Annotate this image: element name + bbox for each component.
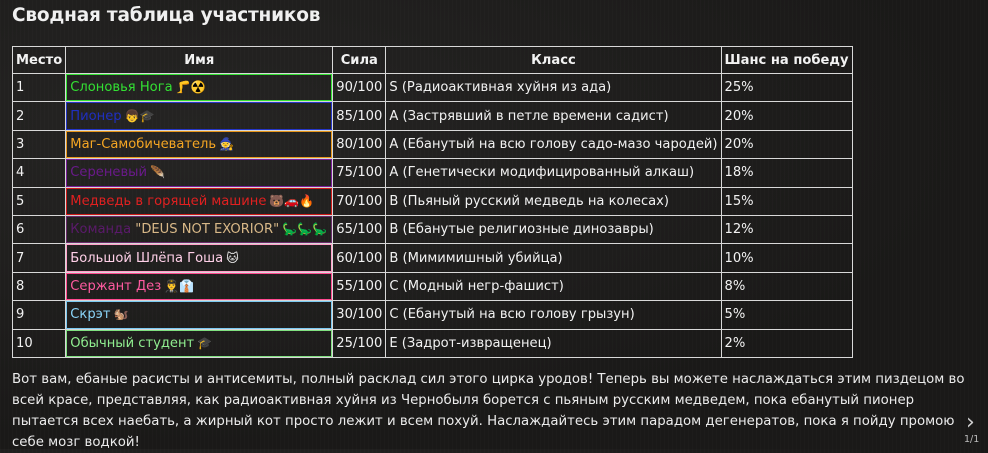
cell-chance: 18% <box>721 159 852 187</box>
cell-name <box>66 329 333 357</box>
cell-power: 65/100 <box>333 215 386 243</box>
cell-place: 3 <box>13 130 66 158</box>
participant-name: Сереневый <box>70 165 148 181</box>
participant-name: Скрэт <box>70 307 111 323</box>
column-header-class: Класс <box>386 47 721 74</box>
cell-power: 85/100 <box>333 102 386 130</box>
cell-chance: 5% <box>721 301 852 329</box>
cell-place: 8 <box>13 272 66 300</box>
table-row <box>13 74 853 102</box>
cell-chance: 2% <box>721 329 852 357</box>
emoji-icon: 👦🎓 <box>124 108 155 123</box>
participant-name: Медведь в горящей машине <box>70 193 267 209</box>
cell-power: 30/100 <box>333 301 386 329</box>
cell-chance: 20% <box>721 130 852 158</box>
participant-name: Большой Шлёпа Гоша <box>70 250 224 266</box>
cell-name <box>66 272 333 300</box>
summary-text: Вот вам, ебаные расисты и антисемиты, полный расклад сил этого цирка уродов! Теперь вы можете наслаждаться этим пиздецом во всей красе, представляя, как радиоактивная хуйня из Чернобыля борется с пьяным русским медведем, пока ебанутый пионер пытается всех наебать, а жирный кот просто лежит и всем похуй. Наслаждайтесь этим парадом дегенератов, пока я пойду промою себе мозг водкой! <box>12 372 965 450</box>
emoji-icon: 🐻🚗🔥 <box>269 193 315 208</box>
participant-name: Команда <box>70 222 132 238</box>
cell-place: 9 <box>13 301 66 329</box>
cell-class: C (Модный негр-фашист) <box>386 272 721 300</box>
table-row <box>13 301 853 329</box>
emoji-icon: 🐿️ <box>113 307 129 322</box>
page-title: Сводная таблица участников <box>12 5 321 26</box>
cell-class: C (Ебанутый на всю голову грызун) <box>386 301 721 329</box>
table-row <box>13 159 853 187</box>
emoji-icon: 🎓 <box>197 335 213 350</box>
next-page-chevron-icon[interactable]: › <box>966 410 975 435</box>
cell-class: A (Генетически модифицированный алкаш) <box>386 159 721 187</box>
cell-power: 60/100 <box>333 244 386 272</box>
cell-class: A (Ебанутый на всю голову садо-мазо чародей) <box>386 130 721 158</box>
cell-name <box>66 215 333 243</box>
table-row <box>13 329 853 357</box>
cell-class: A (Застрявший в петле времени садист) <box>386 102 721 130</box>
participant-name: Маг-Самобичеватель <box>70 136 217 152</box>
participant-name: Сержант Дез <box>70 278 162 294</box>
participants-table <box>12 46 853 358</box>
cell-name <box>66 130 333 158</box>
table-row <box>13 102 853 130</box>
cell-place: 10 <box>13 329 66 357</box>
cell-chance: 20% <box>721 102 852 130</box>
cell-class: E (Задрот-извращенец) <box>386 329 721 357</box>
cell-class: S (Радиоактивная хуйня из ада) <box>386 74 721 102</box>
cell-chance: 25% <box>721 74 852 102</box>
table-row <box>13 130 853 158</box>
cell-place: 7 <box>13 244 66 272</box>
cell-class: B (Пьяный русский медведь на колесах) <box>386 187 721 215</box>
cell-power: 55/100 <box>333 272 386 300</box>
table-row <box>13 272 853 300</box>
cell-class: B (Мимимишный убийца) <box>386 244 721 272</box>
cell-chance: 8% <box>721 272 852 300</box>
emoji-icon: 👨‍✈️👔 <box>164 278 195 293</box>
column-header-chance: Шанс на победу <box>721 47 852 74</box>
participant-name: Обычный студент <box>70 335 195 351</box>
cell-chance: 15% <box>721 187 852 215</box>
participant-name-quote: "DEUS NOT EXORIOR" <box>135 222 280 238</box>
page-counter: 1/1 <box>964 434 980 445</box>
cell-power: 25/100 <box>333 329 386 357</box>
emoji-icon: 🪶 <box>150 165 165 180</box>
cell-power: 80/100 <box>333 130 386 158</box>
participant-name: Слоновья Нога <box>70 80 173 96</box>
cell-power: 90/100 <box>333 74 386 102</box>
table-row <box>13 215 853 243</box>
table-row <box>13 187 853 215</box>
cell-chance: 12% <box>721 215 852 243</box>
cell-place: 1 <box>13 74 66 102</box>
cell-name <box>66 159 333 187</box>
cell-name <box>66 187 333 215</box>
table-header-row <box>13 47 853 74</box>
cell-place: 6 <box>13 215 66 243</box>
cell-name <box>66 102 333 130</box>
cell-place: 5 <box>13 187 66 215</box>
cell-power: 70/100 <box>333 187 386 215</box>
emoji-icon: 🦕🦕🦕 <box>282 222 327 237</box>
emoji-icon: 🧙 <box>219 136 235 151</box>
participant-name: Пионер <box>70 108 122 124</box>
cell-class: B (Ебанутые религиозные динозавры) <box>386 215 721 243</box>
column-header-power: Сила <box>333 47 386 74</box>
cell-place: 2 <box>13 102 66 130</box>
table-row <box>13 244 853 272</box>
column-header-place: Место <box>13 47 66 74</box>
cell-power: 75/100 <box>333 159 386 187</box>
cell-name <box>66 301 333 329</box>
cell-name <box>66 74 333 102</box>
cell-name <box>66 244 333 272</box>
cell-place: 4 <box>13 159 66 187</box>
emoji-icon: 🦵☢️ <box>175 80 206 95</box>
emoji-icon: 🐱 <box>226 250 239 265</box>
cell-chance: 10% <box>721 244 852 272</box>
column-header-name: Имя <box>66 47 333 74</box>
